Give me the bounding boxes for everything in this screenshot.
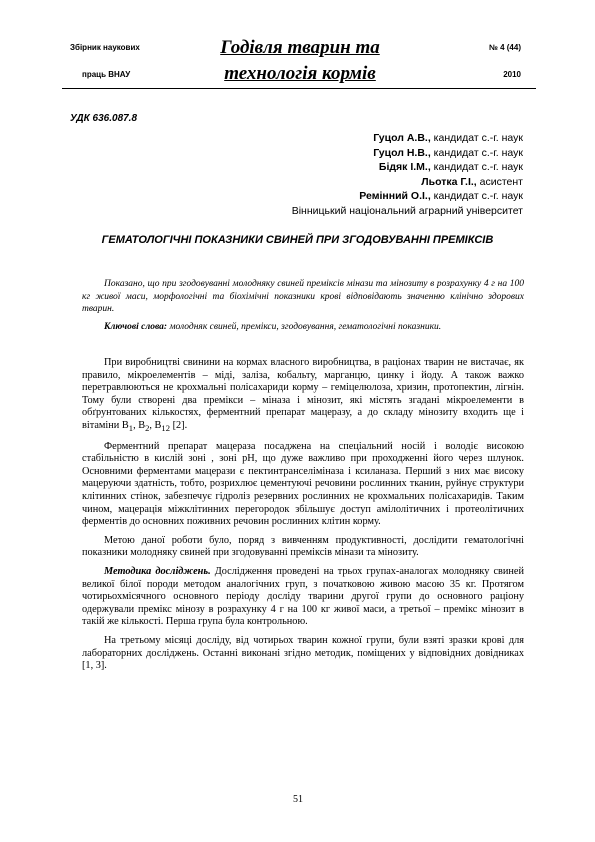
- author-line: [163, 146, 523, 161]
- header-rule: [62, 88, 536, 89]
- body-text: При виробництві свинини на кормах власного виробництва, в раціонах тварин не вистачає, як правило, мікроелементів – міді, заліза, кобальту, марганцю, цинку і йоду. А також важко перетравлюються не крохмальні полісахариди корму – геміцелюлоза, хризин, протопектин, лігнін. Тому були створені два премікси – міназа і мінозит, які містять згадані мікроелементи в обґрунтованих кількостях, ферментний препарат мацеразу, а до складу мінозиту входить ще і вітаміни B: [82, 357, 524, 431]
- header-journal-title-line1: Годівля тварин та: [220, 37, 380, 58]
- abstract: [82, 278, 524, 316]
- body-text: [2].: [170, 419, 188, 431]
- subscript: 1: [128, 423, 134, 434]
- header-collection-name: Збірник наукових: [70, 43, 140, 52]
- header-collection-university: праць ВНАУ: [82, 70, 131, 79]
- author-line: [163, 175, 523, 190]
- body-paragraph: На третьому місяці досліду, від чотирьох тварин кожної групи, були взяті зразки крові для лабораторних досліджень. Останні виконані згідно методик, поміщених у відповідних довідниках [1, 3].: [82, 634, 524, 672]
- body-text: Дослідження проведені на трьох групах-аналогах молодняку свиней великої білої породи методом аналогічних груп, з початковою живою масою 35 кг. Протягом чотирьохмісячного основного періоду досліду тварини другої групи до основного раціону одержували премікс мінозу в розрахунку 4 г на 100 кг живої маси, а третьої – премікс мінозит в такій же кількості. Перша група була контрольною.: [82, 565, 524, 628]
- header-journal-title-line2: технологія кормів: [224, 63, 376, 84]
- article-body: [82, 357, 524, 679]
- author-role: асистент: [476, 175, 523, 188]
- author-role: кандидат с.-г. наук: [430, 132, 523, 144]
- body-paragraph: [82, 566, 524, 629]
- keywords-label: Ключові слова:: [104, 322, 168, 332]
- author-line: [163, 189, 523, 204]
- header-issue-number: № 4 (44): [488, 43, 521, 52]
- author-name: Гуцол Н.В.,: [373, 146, 431, 159]
- author-name: Ремінний О.І.,: [359, 190, 431, 202]
- author-line: [163, 160, 523, 175]
- affiliation: Вінницький національний аграрний університет: [291, 204, 523, 217]
- page-number: 51: [293, 794, 303, 805]
- abstract-text: Показано, що при згодовуванні молодняку свиней преміксів мінази та мінозиту в розрахунку 4 г на 100 кг живої маси, морфологічні та біохімічні показники крові відповідають значенню клінічно здорових тварин.: [82, 279, 524, 315]
- keywords-text: молодняк свиней, премікси, згодовування, гематологічні показники.: [167, 322, 442, 332]
- author-name: Льотка Г.І.,: [421, 175, 477, 188]
- body-paragraph: Ферментний препарат мацераза посаджена на спеціальний носій і володіє високою стабільністю в кислій зоні , зоні pH, що дуже важливо при проходженні його через шлунок. Основними ферментами мацерази є пектинтранселіміназа і ксиланаза. Перший з них має високу мацеруючи здатність, тобто, розрихлює цементуючі речовини рослинних тканин, руйнує структури клітинних стінок, забезпечує гідроліз резервних рослинних не крохмальних полісахаридів. Таким чином, мацерація міжклітинних перегородок збільшує доступ амілолітичних і протеолітичних ферментів до основних поживних речовин рослинних клітин корму.: [82, 440, 524, 528]
- body-paragraph: [82, 357, 524, 435]
- subscript: 12: [161, 423, 170, 434]
- author-role: кандидат с.-г. наук: [430, 146, 523, 159]
- body-paragraph: Метою даної роботи було, поряд з вивченням продуктивності, дослідити гематологічні показники молодняку свиней при згодовуванні преміксів мінази та мінозиту.: [82, 534, 524, 559]
- body-text: , B: [149, 419, 162, 431]
- author-line: [163, 131, 523, 146]
- article-title: ГЕМАТОЛОГІЧНІ ПОКАЗНИКИ СВИНЕЙ ПРИ ЗГОДОВУВАННІ ПРЕМІКСІВ: [101, 234, 494, 246]
- author-name: Бідяк І.М.,: [378, 161, 431, 173]
- keywords: [82, 321, 524, 334]
- author-role: кандидат с.-г. наук: [430, 161, 523, 173]
- section-lead: Методика досліджень.: [104, 565, 211, 577]
- author-role: кандидат с.-г. наук: [430, 190, 523, 202]
- udc-code: УДК 636.087.8: [70, 113, 138, 124]
- author-block: [163, 131, 523, 218]
- author-name: Гуцол А.В.,: [373, 132, 431, 144]
- header-year: 2010: [503, 70, 521, 79]
- subscript: 2: [145, 423, 150, 434]
- body-text: , B: [133, 419, 146, 431]
